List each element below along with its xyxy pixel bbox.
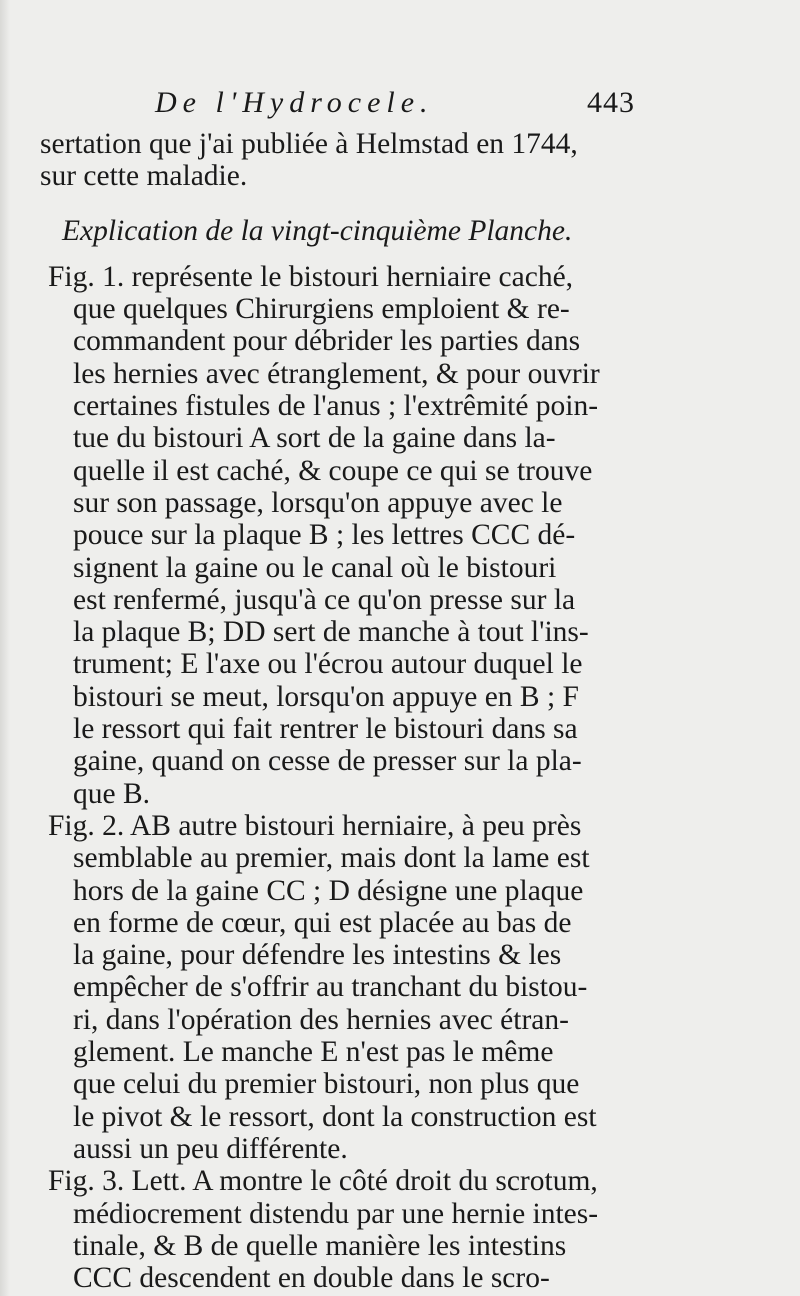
text-line: commandent pour débrider les parties dans [73, 325, 581, 358]
text-line: signent la gaine ou le canal où le bistouri [73, 551, 557, 584]
text-line: quelle il est caché, & coupe ce qui se trouve [73, 454, 593, 487]
text-line: Fig. 3. Lett. A montre le côté droit du scrotum, [48, 1165, 598, 1198]
text-line: empêcher de s'offrir au tranchant du bistou- [73, 971, 588, 1004]
text-line: médiocrement distendu par une hernie intes- [73, 1197, 599, 1230]
section-heading: Explication de la vingt-cinquième Planche. [62, 214, 573, 247]
text-line: certaines fistules de l'anus ; l'extrêmité poin- [73, 390, 599, 423]
text-line: sur son passage, lorsqu'on appuye avec le [73, 486, 563, 519]
text-line: hors de la gaine CC ; D désigne une plaque [73, 874, 584, 907]
text-line: Fig. 2. AB autre bistouri herniaire, à peu près [48, 809, 582, 842]
text-line: les hernies avec étranglement, & pour ouvrir [73, 357, 600, 390]
text-line: aussi un peu différente. [73, 1132, 348, 1165]
text-line: ri, dans l'opération des hernies avec étran- [73, 1003, 569, 1036]
text-line: que quelques Chirurgiens emploient & re- [73, 293, 570, 326]
text-line: tinale, & B de quelle manière les intestins [73, 1229, 567, 1262]
text-line: gaine, quand on cesse de presser sur la pla- [73, 745, 582, 778]
text-line: la gaine, pour défendre les intestins & les [73, 939, 562, 972]
text-line: Fig. 1. représente le bistouri herniaire caché, [48, 260, 574, 293]
text-line: bistouri se meut, lorsqu'on appuye en B ; F [73, 680, 579, 713]
text-line: le ressort qui fait rentrer le bistouri dans sa [73, 713, 578, 746]
text-line: le pivot & le ressort, dont la construction est [73, 1100, 597, 1133]
text-line: sur cette maladie. [40, 160, 248, 193]
text-line: CCC descendent en double dans le scro- [73, 1262, 550, 1295]
text-line: tue du bistouri A sort de la gaine dans la- [73, 422, 556, 455]
text-line: que B. [73, 777, 151, 810]
text-line: sertation que j'ai publiée à Helmstad en 1744, [40, 128, 578, 160]
text-line: pouce sur la plaque B ; les lettres CCC dé- [73, 519, 576, 552]
text-line: est renfermé, jusqu'à ce qu'on presse sur la [73, 583, 576, 616]
body-text [40, 128, 630, 1294]
text-line: trument; E l'axe ou l'écrou autour duquel le [73, 648, 583, 681]
running-head-title: De l'Hydrocele. [155, 86, 434, 119]
text-line: glement. Le manche E n'est pas le même [73, 1036, 554, 1069]
text-line: la plaque B; DD sert de manche à tout l'ins- [73, 616, 589, 649]
text-line: semblable au premier, mais dont la lame est [73, 842, 590, 875]
running-head [155, 86, 635, 126]
page-number: 443 [587, 86, 635, 119]
text-line: en forme de cœur, qui est placée au bas de [73, 906, 572, 939]
text-line: que celui du premier bistouri, non plus que [73, 1068, 580, 1101]
